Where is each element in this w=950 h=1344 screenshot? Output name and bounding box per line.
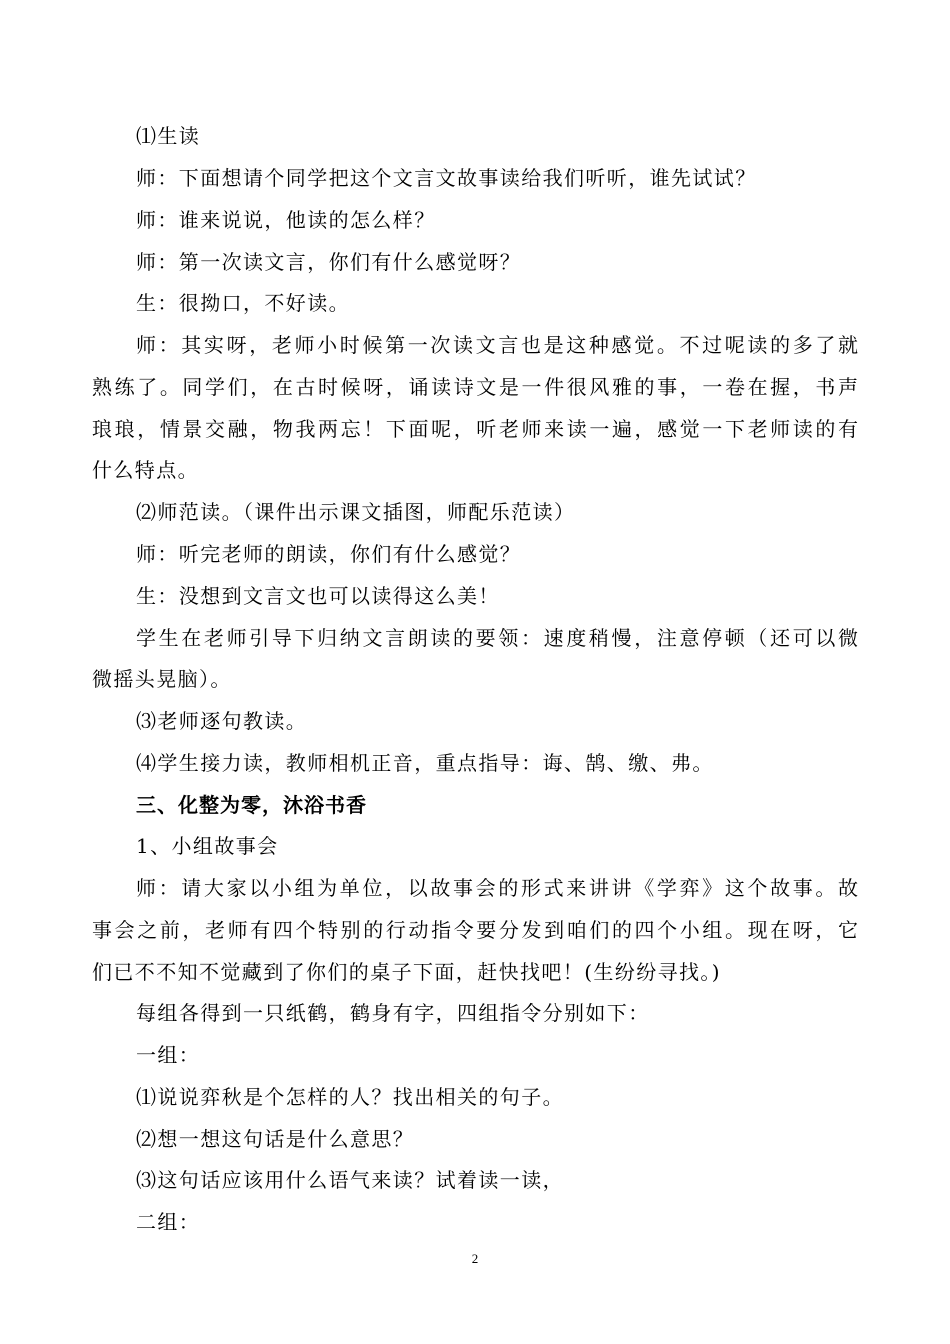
text-line: 师：其实呀，老师小时候第一次读文言也是这种感觉。不过呢读的多了就 xyxy=(136,333,858,357)
text-line: 生：很拗口，不好读。 xyxy=(136,291,350,315)
text-line: 们已不不知不觉藏到了你们的桌子下面，赶快找吧！(生纷纷寻找。) xyxy=(92,960,722,984)
subsection-heading: 1、小组故事会 xyxy=(136,834,279,858)
text-line: ⑷学生接力读，教师相机正音，重点指导：诲、鹄、缴、弗。 xyxy=(136,751,714,775)
text-line: 生：没想到文言文也可以读得这么美！ xyxy=(136,584,500,608)
text-line: 事会之前，老师有四个特别的行动指令要分发到咱们的四个小组。现在呀，它 xyxy=(92,918,858,942)
text-line: ⑶老师逐句教读。 xyxy=(136,709,308,733)
text-line: 一组： xyxy=(136,1043,201,1067)
text-line: 熟练了。同学们，在古时候呀，诵读诗文是一件很风雅的事，一卷在握，书声 xyxy=(92,375,858,399)
text-line: 师：谁来说说，他读的怎么样？ xyxy=(136,208,436,232)
text-line: 师：请大家以小组为单位，以故事会的形式来讲讲《学弈》这个故事。故 xyxy=(136,876,858,900)
text-line: ⑴说说弈秋是个怎样的人？找出相关的句子。 xyxy=(136,1085,564,1109)
text-line: 微摇头晃脑）。 xyxy=(92,667,232,691)
text-line: 师：听完老师的朗读，你们有什么感觉？ xyxy=(136,542,522,566)
text-line: ⑵师范读。（课件出示课文插图，师配乐范读） xyxy=(136,500,576,524)
text-line: ⑴生读 xyxy=(136,124,201,148)
text-line: 师：第一次读文言，你们有什么感觉呀？ xyxy=(136,250,522,274)
text-line: 学生在老师引导下归纳文言朗读的要领：速度稍慢，注意停顿（还可以微 xyxy=(136,626,858,650)
text-line: 什么特点。 xyxy=(92,458,199,482)
text-line: 每组各得到一只纸鹤，鹤身有字，四组指令分别如下： xyxy=(136,1001,650,1025)
text-line: ⑵想一想这句话是什么意思？ xyxy=(136,1127,415,1151)
text-line: 师：下面想请个同学把这个文言文故事读给我们听听，谁先试试？ xyxy=(136,166,757,190)
text-line: ⑶这句话应该用什么语气来读？试着读一读， xyxy=(136,1168,564,1192)
text-line: 琅琅，情景交融，物我两忘！下面呢，听老师来读一遍，感觉一下老师读的有 xyxy=(92,417,858,441)
page-number: 2 xyxy=(471,1251,479,1266)
section-heading: 三、化整为零，沐浴书香 xyxy=(136,793,367,817)
text-line: 二组： xyxy=(136,1210,201,1234)
